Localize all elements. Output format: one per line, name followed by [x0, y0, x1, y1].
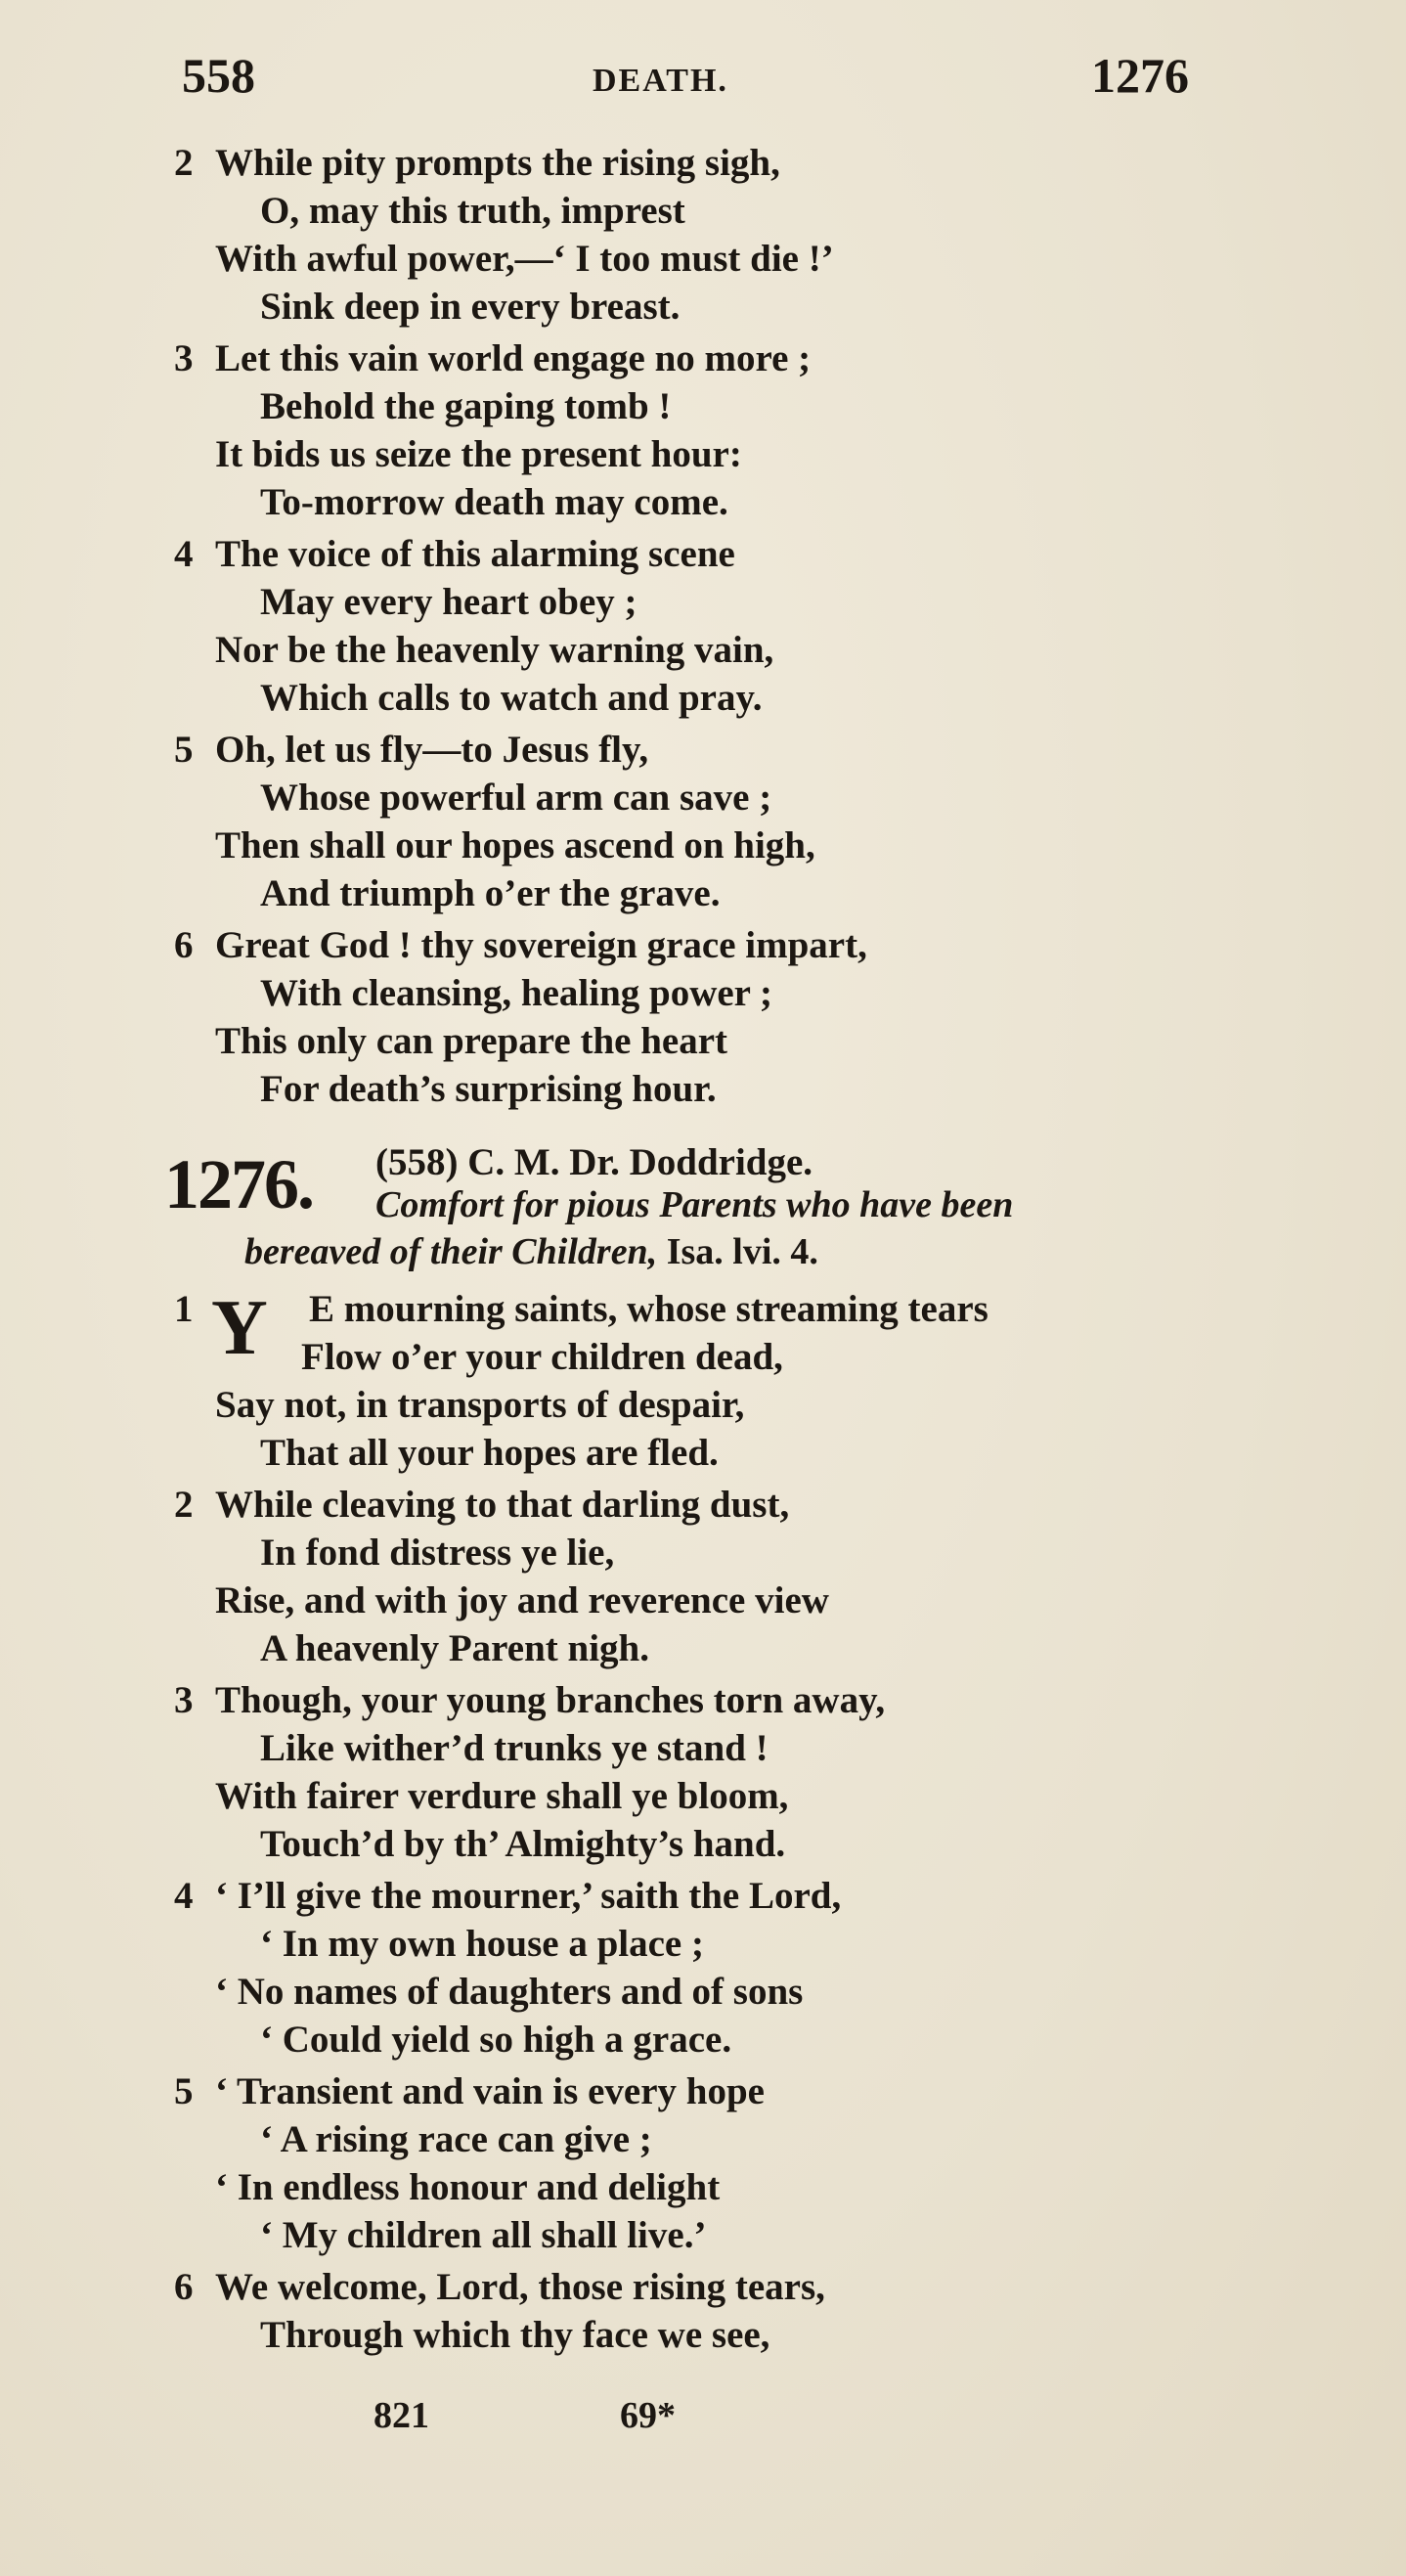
verse-line: With cleansing, healing power ;	[260, 972, 773, 1014]
verse-line: Sink deep in every breast.	[260, 286, 681, 328]
verse-3	[164, 334, 1240, 526]
verse-number: 3	[174, 1679, 194, 1721]
verse-line: ‘ I’ll give the mourner,’ saith the Lord,	[215, 1875, 842, 1917]
verse-line: Though, your young branches torn away,	[215, 1679, 886, 1721]
verse-line: The voice of this alarming scene	[215, 533, 735, 575]
verse-line: Then shall our hopes ascend on high,	[215, 824, 815, 866]
hymn-number: 1276.	[164, 1145, 313, 1223]
drop-cap: Y	[211, 1285, 268, 1371]
verse-number: 6	[174, 924, 194, 966]
hymn-verse-5	[164, 2067, 1240, 2259]
verse-number: 4	[174, 1875, 194, 1917]
verse-5	[164, 726, 1240, 917]
verse-line: Rise, and with joy and reverence view	[215, 1579, 829, 1621]
verse-line: ‘ Could yield so high a grace.	[260, 2019, 732, 2061]
verse-6	[164, 921, 1240, 1113]
hymn-title-italic: bereaved of their Children,	[244, 1231, 658, 1272]
verse-line: ‘ A rising race can give ;	[260, 2118, 652, 2160]
hymn-verse-6	[164, 2263, 1240, 2359]
verse-line: With awful power,—‘ I too must die !’	[215, 238, 834, 280]
verse-line: While cleaving to that darling dust,	[215, 1484, 790, 1526]
verse-line: It bids us seize the present hour:	[215, 433, 742, 475]
hymn-verse-2	[164, 1481, 1240, 1672]
running-title: DEATH.	[593, 63, 728, 99]
verse-line: Whose powerful arm can save ;	[260, 777, 772, 819]
verse-number: 5	[174, 729, 194, 771]
verse-number: 2	[174, 142, 194, 184]
signature-mark-left: 821	[373, 2395, 429, 2436]
verse-line: ‘ In my own house a place ;	[260, 1923, 704, 1965]
verse-line: Nor be the heavenly warning vain,	[215, 629, 774, 671]
hymn-title: Comfort for pious Parents who have been	[375, 1184, 1014, 1225]
verse-line: And triumph o’er the grave.	[260, 872, 721, 914]
verse-line: For death’s surprising hour.	[260, 1068, 717, 1110]
verse-line: This only can prepare the heart	[215, 1020, 727, 1062]
signature-mark-right: 69*	[620, 2395, 676, 2436]
verse-line: With fairer verdure shall ye bloom,	[215, 1775, 789, 1817]
verse-line: Like wither’d trunks ye stand !	[260, 1727, 769, 1769]
signature-marks	[164, 2394, 1240, 2443]
hymn-heading	[164, 1140, 1240, 1277]
verse-line: ‘ No names of daughters and of sons	[215, 1971, 804, 2013]
verse-line: O, may this truth, imprest	[260, 190, 685, 232]
running-header	[182, 47, 1189, 115]
verse-line: E mourning saints, whose streaming tears	[309, 1288, 989, 1330]
verse-line: Let this vain world engage no more ;	[215, 337, 812, 379]
verse-line: Great God ! thy sovereign grace impart,	[215, 924, 867, 966]
verse-line: Which calls to watch and pray.	[260, 677, 763, 719]
hymn-verse-1	[164, 1285, 1240, 1477]
verse-line: May every heart obey ;	[260, 581, 637, 623]
hymn-verse-4	[164, 1872, 1240, 2064]
header-hymn-number: 1276	[1091, 48, 1189, 103]
verse-line: That all your hopes are fled.	[260, 1432, 719, 1474]
verse-number: 2	[174, 1484, 194, 1526]
hymn-verse-3	[164, 1676, 1240, 1868]
hymn-title-continued	[244, 1230, 818, 1273]
page-number: 558	[182, 48, 255, 103]
verse-line: A heavenly Parent nigh.	[260, 1627, 649, 1669]
verse-line: Say not, in transports of despair,	[215, 1384, 745, 1426]
verse-number: 1	[174, 1288, 194, 1330]
verse-line: Through which thy face we see,	[260, 2314, 770, 2356]
hymn-meta: (558) C. M. Dr. Doddridge.	[375, 1141, 813, 1183]
verse-2	[164, 139, 1240, 331]
verse-4	[164, 530, 1240, 722]
verse-line: To-morrow death may come.	[260, 481, 728, 523]
verse-line: ‘ Transient and vain is every hope	[215, 2070, 765, 2112]
verse-line: Oh, let us fly—to Jesus fly,	[215, 729, 649, 771]
scripture-reference: Isa. lvi. 4.	[657, 1231, 818, 1272]
verse-line: Behold the gaping tomb !	[260, 385, 672, 427]
verse-line: ‘ My children all shall live.’	[260, 2214, 707, 2256]
verse-line: ‘ In endless honour and delight	[215, 2166, 721, 2208]
verse-line: Flow o’er your children dead,	[301, 1336, 783, 1378]
verse-number: 3	[174, 337, 194, 379]
verse-line: In fond distress ye lie,	[260, 1532, 615, 1574]
verse-line: We welcome, Lord, those rising tears,	[215, 2266, 825, 2308]
verse-line: While pity prompts the rising sigh,	[215, 142, 780, 184]
verse-line: Touch’d by th’ Almighty’s hand.	[260, 1823, 786, 1865]
verse-number: 6	[174, 2266, 194, 2308]
verse-number: 4	[174, 533, 194, 575]
verse-number: 5	[174, 2070, 194, 2112]
